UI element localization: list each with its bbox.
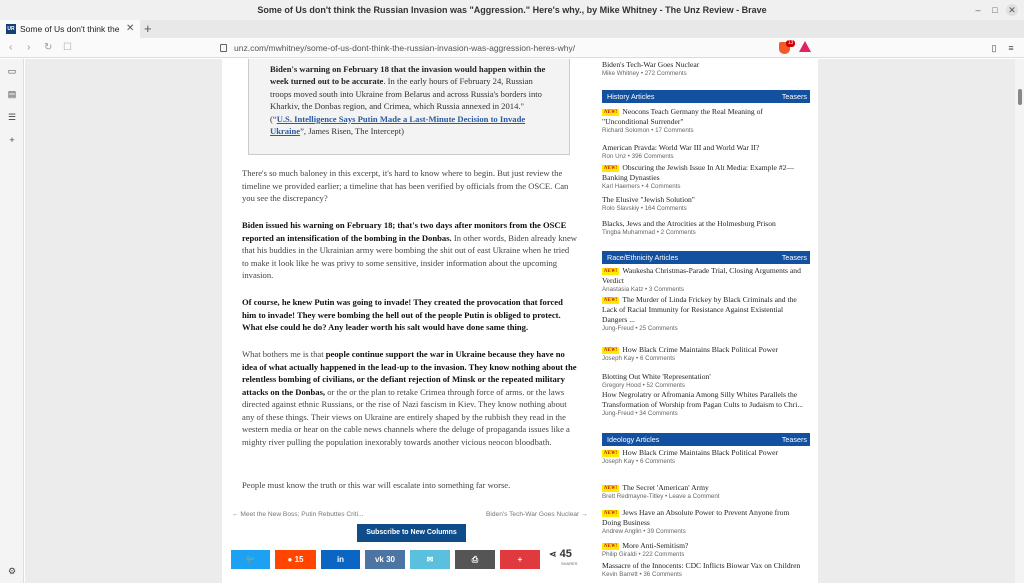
item-title[interactable]: Biden's Tech-War Goes Nuclear	[602, 60, 700, 69]
item-meta: Anastasia Katz • 3 Comments	[602, 286, 684, 293]
print-button[interactable]	[455, 550, 495, 569]
item-title[interactable]: NEW! How Black Crime Maintains Black Political Power	[604, 345, 778, 354]
more-share-button[interactable]	[500, 550, 540, 569]
item-title[interactable]: NEW! Obscuring the Jewish Issue In Alt Media: Example #2—Banking Dynasties	[602, 163, 795, 182]
sidebar-toggle-icon[interactable]: ▯	[991, 43, 997, 53]
new-badge: NEW!	[604, 451, 618, 456]
sidebar-article-item[interactable]	[602, 195, 810, 214]
share-total-count: 45	[559, 548, 572, 560]
article-column	[222, 59, 596, 583]
browser-sidebar	[0, 59, 24, 583]
media-icon[interactable]: ▭	[7, 66, 17, 76]
item-title[interactable]: NEW! How Black Crime Maintains Black Political Power	[604, 448, 778, 457]
email-share-button[interactable]	[410, 550, 450, 569]
sidebar-article-item[interactable]	[602, 390, 810, 419]
article-paragraph: There's so much baloney in this excerpt, it's hard to know where to begin. But just review the timeline we provided earlier; a timeline that has been verified by officials from the OSCE. Can you see the discrepancy?	[242, 168, 569, 203]
sidebar-article-item[interactable]	[602, 295, 810, 334]
previous-article-link[interactable]: ← Meet the New Boss; Putin Rebuttes Criti...	[232, 511, 364, 518]
quote-text: Biden's warning on February 18 that the invasion would happen within the week turned out to be accurate. In the early hours of February 24, Russian troops moved south into Ukraine from Belarus and across Russia's borders into Kharkiv, the Donbas region, and Crimea, which Russia annexed in 2014." (“U.S. Intelligence Says Putin Made a Last-Minute Decision to Invade Ukraine”, James Risen, The Intercept)	[270, 64, 546, 137]
item-meta: Andrew Anglin • 39 Comments	[602, 528, 686, 535]
item-meta: Ron Unz • 396 Comments	[602, 153, 674, 160]
scrollbar-thumb[interactable]	[1018, 89, 1022, 105]
subscribe-button[interactable]: Subscribe to New Columns	[357, 524, 466, 542]
new-badge: NEW!	[604, 166, 618, 171]
vk-count: 30	[386, 555, 396, 564]
brave-rewards-icon[interactable]	[799, 41, 811, 52]
sidebar-article-item[interactable]	[602, 143, 810, 162]
share-icon: ⋖	[549, 549, 557, 559]
blockquote	[248, 59, 570, 155]
section-title: Ideology Articles	[607, 435, 660, 444]
item-meta: Jung-Freud • 34 Comments	[602, 410, 678, 417]
item-meta: Jung-Freud • 25 Comments	[602, 325, 678, 332]
right-sidebar	[596, 59, 818, 583]
menu-icon[interactable]: ≡	[1008, 43, 1014, 53]
new-tab-icon[interactable]: +	[144, 21, 152, 36]
window-title: Some of Us don't think the Russian Invasion was "Aggression." Here's why., by Mike Whitney - The Unz Review - Brave	[257, 5, 767, 15]
tab-article[interactable]	[0, 20, 140, 38]
linkedin-share-button[interactable]	[321, 550, 360, 569]
new-badge: NEW!	[604, 511, 618, 516]
item-title[interactable]: American Pravda: World War III and World War II?	[602, 143, 760, 152]
reading-list-icon[interactable]: ▤	[7, 89, 17, 99]
item-meta: Joseph Kay • 6 Comments	[602, 458, 676, 465]
site-favicon-icon: UR	[7, 26, 15, 32]
teasers-link[interactable]: Teasers	[781, 92, 807, 101]
sidebar-article-item[interactable]	[602, 561, 810, 580]
item-title[interactable]: Blacks, Jews and the Atrocities at the Holmesburg Prison	[602, 219, 776, 228]
linkedin-icon: in	[336, 555, 345, 564]
item-meta: Kevin Barrett • 36 Comments	[602, 571, 682, 578]
window-titlebar	[0, 0, 1024, 20]
bookmark-icon[interactable]: ☐	[63, 42, 72, 53]
item-title[interactable]: NEW! More Anti-Semitism?	[604, 541, 689, 550]
reddit-icon: ●	[287, 555, 293, 564]
page-scrollbar[interactable]	[1015, 59, 1024, 583]
tab-close-icon[interactable]: ✕	[126, 23, 135, 34]
share-total-label: SHARES	[561, 561, 578, 566]
sidebar-section-header	[602, 90, 810, 103]
reload-icon[interactable]: ↻	[44, 42, 53, 53]
sidebar-article-item[interactable]	[602, 266, 810, 295]
back-icon[interactable]: ‹	[9, 42, 13, 53]
tab-label: Some of Us don't think the	[20, 24, 120, 34]
bookmarks-icon[interactable]: ☰	[7, 112, 17, 122]
sidebar-section-header	[602, 251, 810, 264]
vk-icon: vk	[374, 555, 384, 564]
sidebar-section-header	[602, 433, 810, 446]
section-title: History Articles	[607, 92, 655, 101]
plus-icon: +	[517, 555, 523, 564]
article-paragraph: People must know the truth or this war will escalate into something far worse.	[242, 480, 511, 490]
item-meta: Karl Haemers • 4 Comments	[602, 183, 681, 190]
item-meta: Philip Giraldi • 222 Comments	[602, 551, 685, 558]
url-field[interactable]	[220, 41, 790, 55]
teasers-link[interactable]: Teasers	[781, 435, 807, 444]
new-badge: NEW!	[604, 298, 618, 303]
item-title[interactable]: NEW! Jews Have an Absolute Power to Prevent Anyone from Doing Business	[602, 508, 790, 527]
item-title[interactable]: Blotting Out White 'Representation'	[602, 372, 711, 381]
teasers-link[interactable]: Teasers	[781, 253, 807, 262]
new-badge: NEW!	[604, 348, 618, 353]
sidebar-article-item[interactable]	[602, 163, 810, 192]
item-meta: Joseph Kay • 6 Comments	[602, 355, 676, 362]
sidebar-article-item[interactable]	[602, 219, 810, 238]
sidebar-article-item[interactable]	[602, 541, 810, 560]
url-text: unz.com/mwhitney/some-of-us-dont-think-the-russian-invasion-was-aggression-heres-why/	[234, 43, 576, 53]
print-icon: ⎙	[471, 555, 479, 564]
email-icon: ✉	[426, 555, 434, 564]
section-title: Race/Ethnicity Articles	[607, 253, 679, 262]
item-title[interactable]: NEW! The Secret 'American' Army	[604, 483, 709, 492]
forward-icon[interactable]: ›	[27, 42, 31, 53]
settings-gear-icon[interactable]: ⚙	[7, 566, 17, 576]
sidebar-article-item[interactable]	[602, 372, 810, 391]
item-title[interactable]: NEW! Neocons Teach Germany the Real Meaning of "Unconditional Surrender"	[602, 107, 763, 126]
item-meta: Mike Whitney • 272 Comments	[602, 70, 687, 77]
new-badge: NEW!	[604, 544, 618, 549]
add-panel-icon[interactable]: +	[9, 135, 15, 145]
maximize-icon[interactable]: □	[992, 5, 998, 15]
item-title[interactable]: NEW! Waukesha Christmas-Parade Trial, Closing Arguments and Verdict	[602, 266, 801, 285]
sidebar-article-item[interactable]	[602, 448, 810, 467]
reddit-share-button[interactable]	[275, 550, 316, 569]
new-badge: NEW!	[604, 110, 618, 115]
item-title[interactable]: How Negrolatry or Afromania Among Silly Whites Parallels the Transformation of Worship from Pagan Cults to Judaism to Chri...	[602, 390, 804, 409]
sidebar-article-item[interactable]	[602, 107, 810, 136]
next-article-link[interactable]: Biden's Tech-War Goes Nuclear →	[486, 511, 588, 518]
reddit-count: 15	[294, 555, 304, 564]
address-bar	[0, 38, 1024, 58]
shields-count-badge: 13	[787, 40, 794, 46]
sidebar-top-item[interactable]	[602, 60, 810, 79]
sidebar-article-item[interactable]	[602, 508, 810, 537]
item-title[interactable]: NEW! The Murder of Linda Frickey by Black Criminals and the Lack of Racial Immunity for Resistance Against Existential Dangers ...	[602, 295, 797, 324]
twitter-icon: 🐦	[245, 555, 256, 564]
sidebar-article-item[interactable]	[602, 345, 810, 364]
item-title[interactable]: The Elusive "Jewish Solution"	[602, 195, 695, 204]
close-icon[interactable]: ✕	[1006, 4, 1018, 16]
twitter-share-button[interactable]	[231, 550, 270, 569]
item-meta: Rolo Slavskiy • 164 Comments	[602, 205, 687, 212]
lock-icon	[220, 44, 227, 52]
new-badge: NEW!	[604, 269, 618, 274]
item-meta: Richard Solomon • 17 Comments	[602, 127, 694, 134]
minimize-icon[interactable]: –	[975, 5, 981, 15]
sidebar-article-item[interactable]	[602, 483, 810, 502]
item-meta: Tingba Muhammad • 2 Comments	[602, 229, 696, 236]
item-title[interactable]: Massacre of the Innocents: CDC Inflicts Biowar Vax on Children	[602, 561, 801, 570]
article-paragraph: What bothers me is that people continue support the war in Ukraine because they have no idea of what actually happened in the lead-up to the invasion. They know nothing about the relentless bombing of civilians, or the defiant rejection of Minsk or the repeated military attacks on the Donbas, or the or the plan to retake Crimea through force of arms. or the laws directed against ethnic Russians, or the rise of Nazi fascism in Kiev. They know nothing about any of these things. Their views on Ukraine are entirely shaped by the rubbish they read in the western media or hear on the cable news channels where the deluge of propaganda issues like a mighty river pulling the population inexorably towards another vicious neocon bloodbath.	[242, 349, 577, 447]
new-badge: NEW!	[604, 486, 618, 491]
article-paragraph: Of course, he knew Putin was going to invade! They created the provocation that forced him to invade! They were bombing the hell out of the people Putin is obliged to protect. What else could he do? Any leader worth his salt would have done same thing.	[242, 297, 563, 332]
article-paragraph: Biden issued his warning on February 18; that's two days after monitors from the OSCE reported an intensification of the bombing in the Donbas. In other words, Biden already knew that his buddies in the Ukrainian army were bombing the shit out of east Ukraine when he tried to make it look like he was privy to some sensitive, insider information about the upcoming invasion.	[242, 220, 577, 280]
share-total	[549, 548, 589, 570]
tab-bar	[0, 20, 1024, 38]
item-meta: Gregory Hood • 52 Comments	[602, 382, 685, 389]
vk-share-button[interactable]	[365, 550, 405, 569]
item-meta: Brett Redmayne-Titley • Leave a Comment	[602, 493, 720, 500]
